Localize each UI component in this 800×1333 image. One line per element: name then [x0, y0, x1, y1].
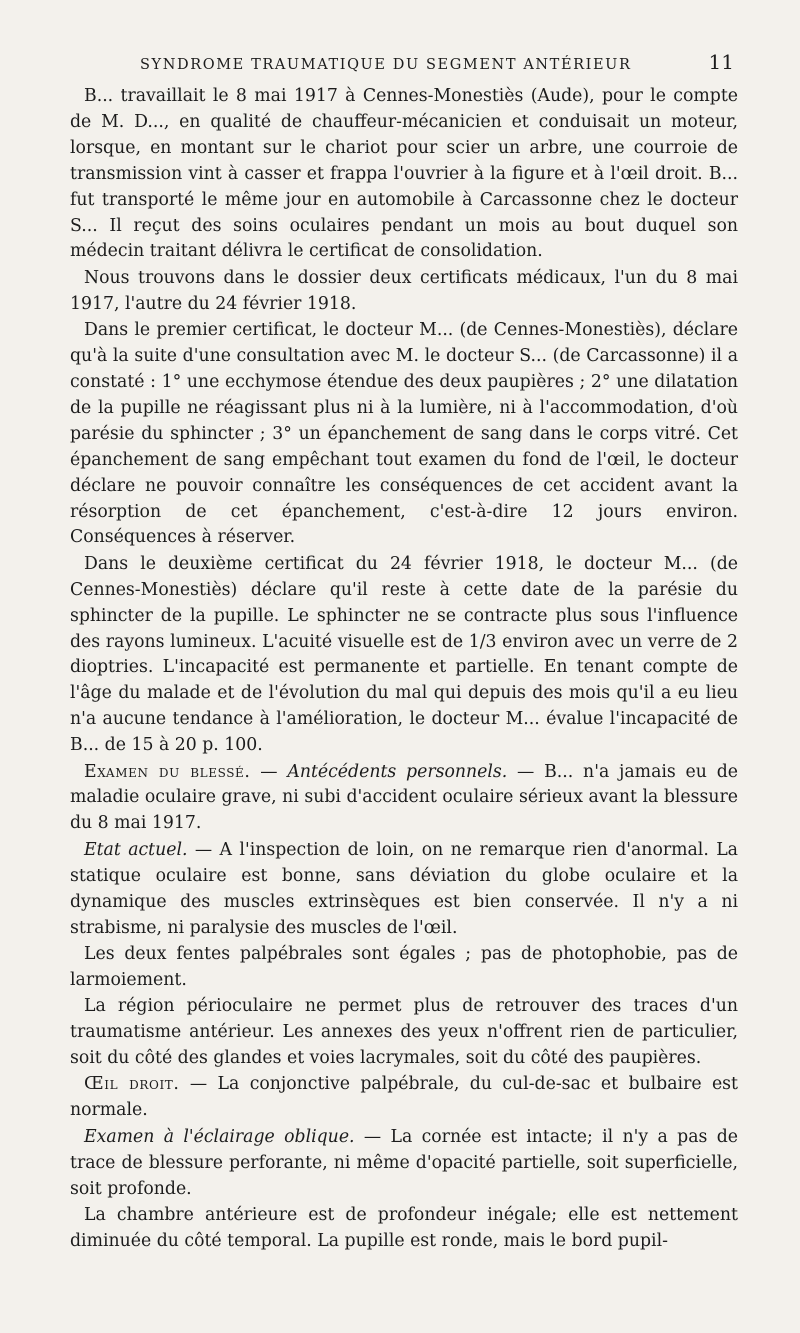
paragraph-patient-exam: Examen du blessé. — Antécédents personnels. — B... n'a jamais eu de maladie oculaire grave, ni subi d'accident oculaire sérieux avant la blessure du 8 mai 1917. [70, 761, 738, 834]
section-lead: Examen du blessé. [84, 761, 251, 782]
paragraph-right-eye: Œil droit. — La conjonctive palpébrale, du cul-de-sac et bulbaire est normale. [70, 1074, 738, 1121]
subsection-lead: Examen à l'éclairage oblique. [84, 1126, 355, 1147]
paragraph-accident-report: B... travaillait le 8 mai 1917 à Cennes-Monestiès (Aude), pour le compte de M. D..., en qualité de chauffeur-mécanicien et conduisait un moteur, lorsque, en montant sur le chariot pour scier un arbre, une courroie de transmission vint à casser et frappa l'ouvrier à la figure et à l'œil droit. B... fut transporté le même jour en automobile à Carcassonne chez le docteur S... Il reçut des soins oculaires pendant un mois au bout duquel son médecin traitant délivra le certificat de consolidation. [70, 86, 738, 262]
paragraph-periocular: La région périoculaire ne permet plus de retrouver des traces d'un traumatisme antérieur. Les annexes des yeux n'offrent rien de particulier, soit du côté des glandes et voies lacrymales, soit du côté des paupières. [70, 996, 738, 1069]
running-head [140, 50, 738, 74]
paragraph-current-state: Etat actuel. — A l'inspection de loin, on ne remarque rien d'anormal. La statique oculaire est bonne, sans déviation du globe oculaire et la dynamique des muscles extrinsèques est bien conservée. Il n'y a ni strabisme, ni paralysie des muscles de l'œil. [70, 839, 738, 938]
section-lead: Œil droit. [84, 1074, 180, 1095]
paragraph-anterior-chamber: La chambre antérieure est de profondeur inégale; elle est nettement diminuée du côté temporal. La pupille est ronde, mais le bord pupil- [70, 1204, 738, 1251]
page-number: 11 [708, 50, 734, 74]
paragraph-oblique-lighting: Examen à l'éclairage oblique. — La cornée est intacte; il n'y a pas de trace de blessure perforante, ni même d'opacité partielle, soit superficielle, soit profonde. [70, 1126, 738, 1199]
running-title: SYNDROME TRAUMATIQUE DU SEGMENT ANTÉRIEUR [140, 57, 632, 73]
paragraph-second-certificate: Dans le deuxième certificat du 24 février 1918, le docteur M... (de Cennes-Monestiès) déclare qu'il reste à cette date de la parésie du sphincter de la pupille. Le sphincter ne se contracte plus sous l'influence des rayons lumineux. L'acuité visuelle est de 1/3 environ avec un verre de 2 dioptries. L'incapacité est permanente et partielle. En tenant compte de l'âge du malade et de l'évolution du mal qui depuis des mois qu'il a eu lieu n'a aucune tendance à l'amélioration, le docteur M... évalue l'incapacité de B... de 15 à 20 p. 100. [70, 553, 738, 756]
body-text [70, 84, 738, 1255]
subsection-lead: Etat actuel. [84, 839, 188, 860]
paragraph-palpebral: Les deux fentes palpébrales sont égales ; pas de photophobie, pas de larmoiement. [70, 943, 738, 990]
subsection-lead: Antécédents personnels. [287, 761, 508, 782]
paragraph-certificates-intro: Nous trouvons dans le dossier deux certificats médicaux, l'un du 8 mai 1917, l'autre du 24 février 1918. [70, 267, 738, 314]
paragraph-first-certificate: Dans le premier certificat, le docteur M... (de Cennes-Monestiès), déclare qu'à la suite d'une consultation avec M. le docteur S... (de Carcassonne) il a constaté : 1° une ecchymose étendue des deux paupières ; 2° une dilatation de la pupille ne réagissant plus ni à la lumière, ni à l'accommodation, d'où parésie du sphincter ; 3° un épanchement de sang dans le corps vitré. Cet épanchement de sang empêchant tout examen du fond de l'œil, le docteur déclare ne pouvoir connaître les conséquences de cet accident avant la résorption de cet épanchement, c'est-à-dire 12 jours environ. Conséquences à réserver. [70, 320, 738, 548]
